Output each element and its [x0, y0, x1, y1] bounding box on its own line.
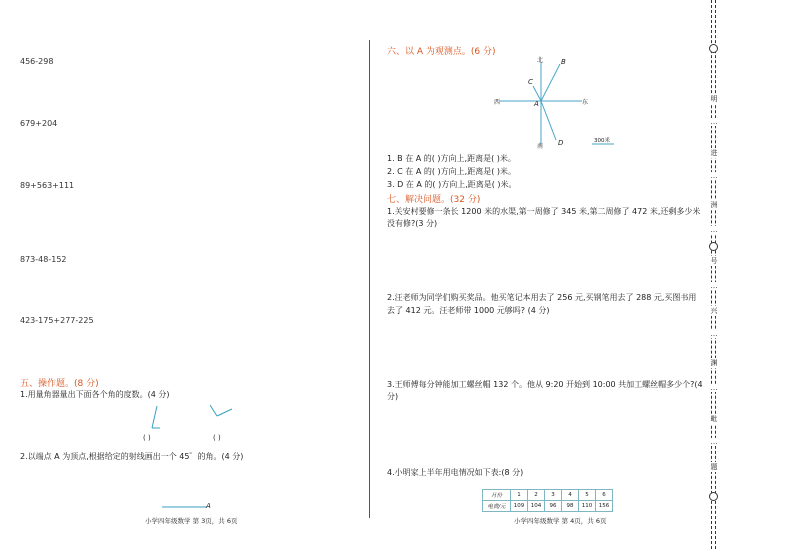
left-footer: 小学四年级数学 第 3页，共 6页 — [145, 517, 238, 525]
binding-char: 洲 — [708, 200, 720, 210]
binding-char: 兴 — [708, 306, 720, 316]
table-cell: 96 — [545, 501, 562, 512]
binding-hole-circle — [709, 492, 718, 501]
table-cell: 2 — [528, 490, 545, 501]
binding-hole-circle — [709, 242, 718, 251]
table-row — [483, 490, 613, 501]
angle2-ray-b — [217, 409, 232, 416]
binding-char: … — [708, 282, 720, 290]
table-cell: 110 — [579, 501, 596, 512]
section6-title: 六、以 A 为观测点。(6 分) — [387, 47, 496, 57]
section5-title: 五、操作题。(8 分) — [20, 379, 99, 389]
table-row — [483, 501, 613, 512]
table-cell: 6 — [596, 490, 613, 501]
angle-figures — [135, 400, 245, 430]
ray-to-c — [533, 86, 541, 101]
table-cell: 5 — [579, 490, 596, 501]
ray-to-d — [541, 101, 556, 140]
section6-line-3: 3. D 在 A 的( )方向上,距离是( )米。 — [387, 180, 517, 189]
binding-char: … — [708, 330, 720, 338]
scale-label: 300米 — [594, 138, 610, 144]
right-footer: 小学四年级数学 第 4页，共 6页 — [514, 517, 607, 525]
point-a-label: A — [534, 100, 539, 108]
binding-char: 毗 — [708, 414, 720, 424]
compass-south: 南 — [537, 143, 544, 150]
problem-3-line-2: 分) — [387, 392, 399, 401]
problem-1-line-1: 1.关安村要修一条长 1200 米的水渠,第一周修了 345 米,第二周修了 472 米,还剩多少米 — [387, 207, 701, 216]
binding-char: … — [708, 384, 720, 392]
section5-q1: 1.用量角器量出下面各个角的度数。(4 分) — [20, 390, 170, 399]
table-cell: 109 — [511, 501, 528, 512]
section6-line-1: 1. B 在 A 的( )方向上,距离是( )米。 — [387, 154, 516, 163]
ray-to-b — [541, 64, 560, 101]
binding-char: 号 — [708, 256, 720, 266]
table-cell: 98 — [562, 501, 579, 512]
point-b-label: B — [561, 58, 566, 66]
binding-char: 进 — [708, 148, 720, 158]
angle1-ray-a — [152, 406, 157, 428]
ray-endpoint-label: A — [206, 502, 211, 510]
table-cell: 1 — [511, 490, 528, 501]
ray-figure — [160, 503, 210, 513]
expression-4: 873-48-152 — [20, 255, 67, 264]
binding-char: 题 — [708, 462, 720, 472]
expression-1: 456-298 — [20, 57, 54, 66]
table-cell: 156 — [596, 501, 613, 512]
angle2-ray-a — [210, 405, 217, 416]
table-cell: 3 — [545, 490, 562, 501]
point-c-label: C — [528, 78, 533, 86]
compass-west: 西 — [494, 99, 501, 106]
table-header-month: 月份 — [483, 490, 511, 501]
expression-3: 89+563+111 — [20, 181, 75, 190]
expression-5: 423-175+277-225 — [20, 316, 94, 325]
problem-2-line-2: 去了 412 元。汪老师带 1000 元够吗? (4 分) — [387, 306, 550, 315]
table-cell: 104 — [528, 501, 545, 512]
compass-north: 北 — [537, 57, 544, 64]
angle2-answer-blank: ( ) — [213, 434, 221, 442]
binding-char: … — [708, 438, 720, 446]
binding-char: 渊 — [708, 358, 720, 368]
binding-char: 明 — [708, 94, 720, 104]
binding-char: … — [708, 172, 720, 180]
problem-2-line-1: 2.汪老师为同学们购买奖品。他买笔记本用去了 256 元,买钢笔用去了 288 元,买图书用 — [387, 293, 697, 302]
problem-3-line-1: 3.王师傅每分钟能加工螺丝帽 132 个。他从 9:20 开始到 10:00 共加工螺丝帽多少个?(4 — [387, 380, 703, 389]
problem-1-line-2: 没有修?(3 分) — [387, 219, 438, 228]
electricity-table — [482, 489, 613, 512]
column-divider — [369, 40, 370, 518]
section6-line-2: 2. C 在 A 的( )方向上,距离是( )米。 — [387, 167, 516, 176]
angle1-answer-blank: ( ) — [143, 434, 151, 442]
problem-4-line-1: 4.小明家上半年用电情况如下表:(8 分) — [387, 468, 524, 477]
table-cell: 4 — [562, 490, 579, 501]
binding-char: … — [708, 226, 720, 234]
binding-char: … — [708, 118, 720, 126]
expression-2: 679+204 — [20, 119, 58, 128]
table-header-fee: 电费/元 — [483, 501, 511, 512]
binding-hole-circle — [709, 44, 718, 53]
section5-q2: 2.以端点 A 为顶点,根据给定的射线画出一个 45゜的角。(4 分) — [20, 452, 244, 461]
compass-east: 东 — [582, 99, 589, 106]
section7-title: 七、解决问题。(32 分) — [387, 195, 481, 205]
point-d-label: D — [558, 139, 564, 147]
